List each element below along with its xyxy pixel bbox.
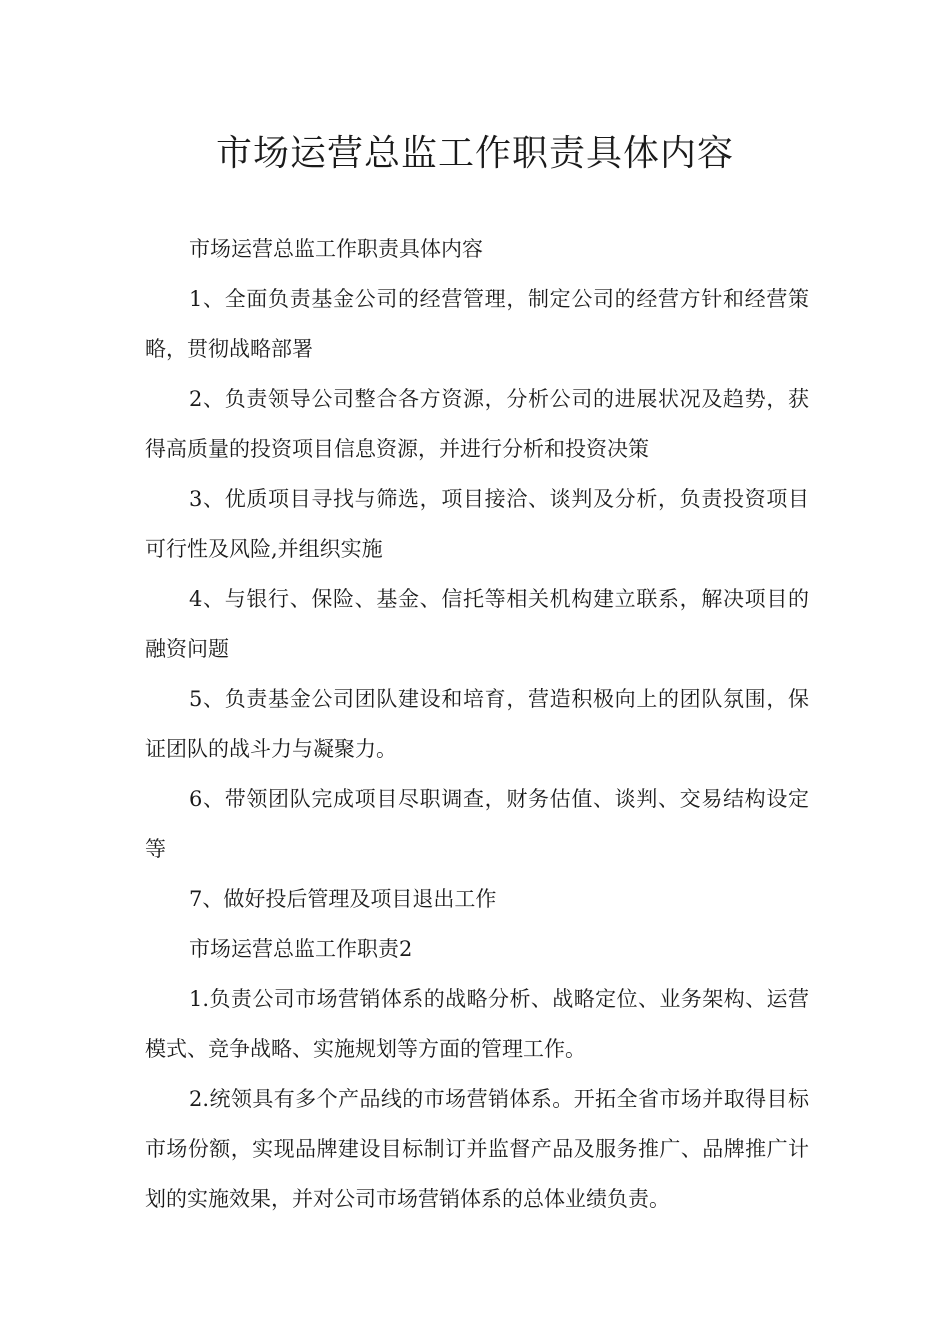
paragraph-section2-item-2: 2.统领具有多个产品线的市场营销体系。开拓全省市场并取得目标市场份额，实现品牌建设目标制订并监督产品及服务推广、品牌推广计划的实施效果，并对公司市场营销体系的总体业绩负责。 [145, 1087, 809, 1211]
paragraph-duty-5: 5、负责基金公司团队建设和培育，营造积极向上的团队氛围，保证团队的战斗力与凝聚力。 [145, 687, 809, 761]
paragraph-duty-4: 4、与银行、保险、基金、信托等相关机构建立联系，解决项目的融资问题 [145, 587, 809, 661]
paragraph-duty-7: 7、做好投后管理及项目退出工作 [189, 887, 497, 911]
paragraph-duty-6: 6、带领团队完成项目尽职调查，财务估值、谈判、交易结构设定等 [145, 787, 809, 861]
document-title: 市场运营总监工作职责具体内容 [215, 133, 734, 174]
paragraph-section2-item-1: 1.负责公司市场营销体系的战略分析、战略定位、业务架构、运营模式、竞争战略、实施规划等方面的管理工作。 [145, 987, 809, 1061]
section-heading-2: 市场运营总监工作职责2 [189, 937, 413, 961]
paragraph-duty-2: 2、负责领导公司整合各方资源，分析公司的进展状况及趋势，获得高质量的投资项目信息资源，并进行分析和投资决策 [145, 387, 809, 461]
document-body [145, 224, 809, 1224]
paragraph-duty-3: 3、优质项目寻找与筛选，项目接洽、谈判及分析，负责投资项目可行性及风险,并组织实施 [145, 487, 809, 561]
paragraph-duty-1: 1、全面负责基金公司的经营管理，制定公司的经营方针和经营策略，贯彻战略部署 [145, 287, 809, 361]
paragraph-intro: 市场运营总监工作职责具体内容 [189, 237, 483, 261]
